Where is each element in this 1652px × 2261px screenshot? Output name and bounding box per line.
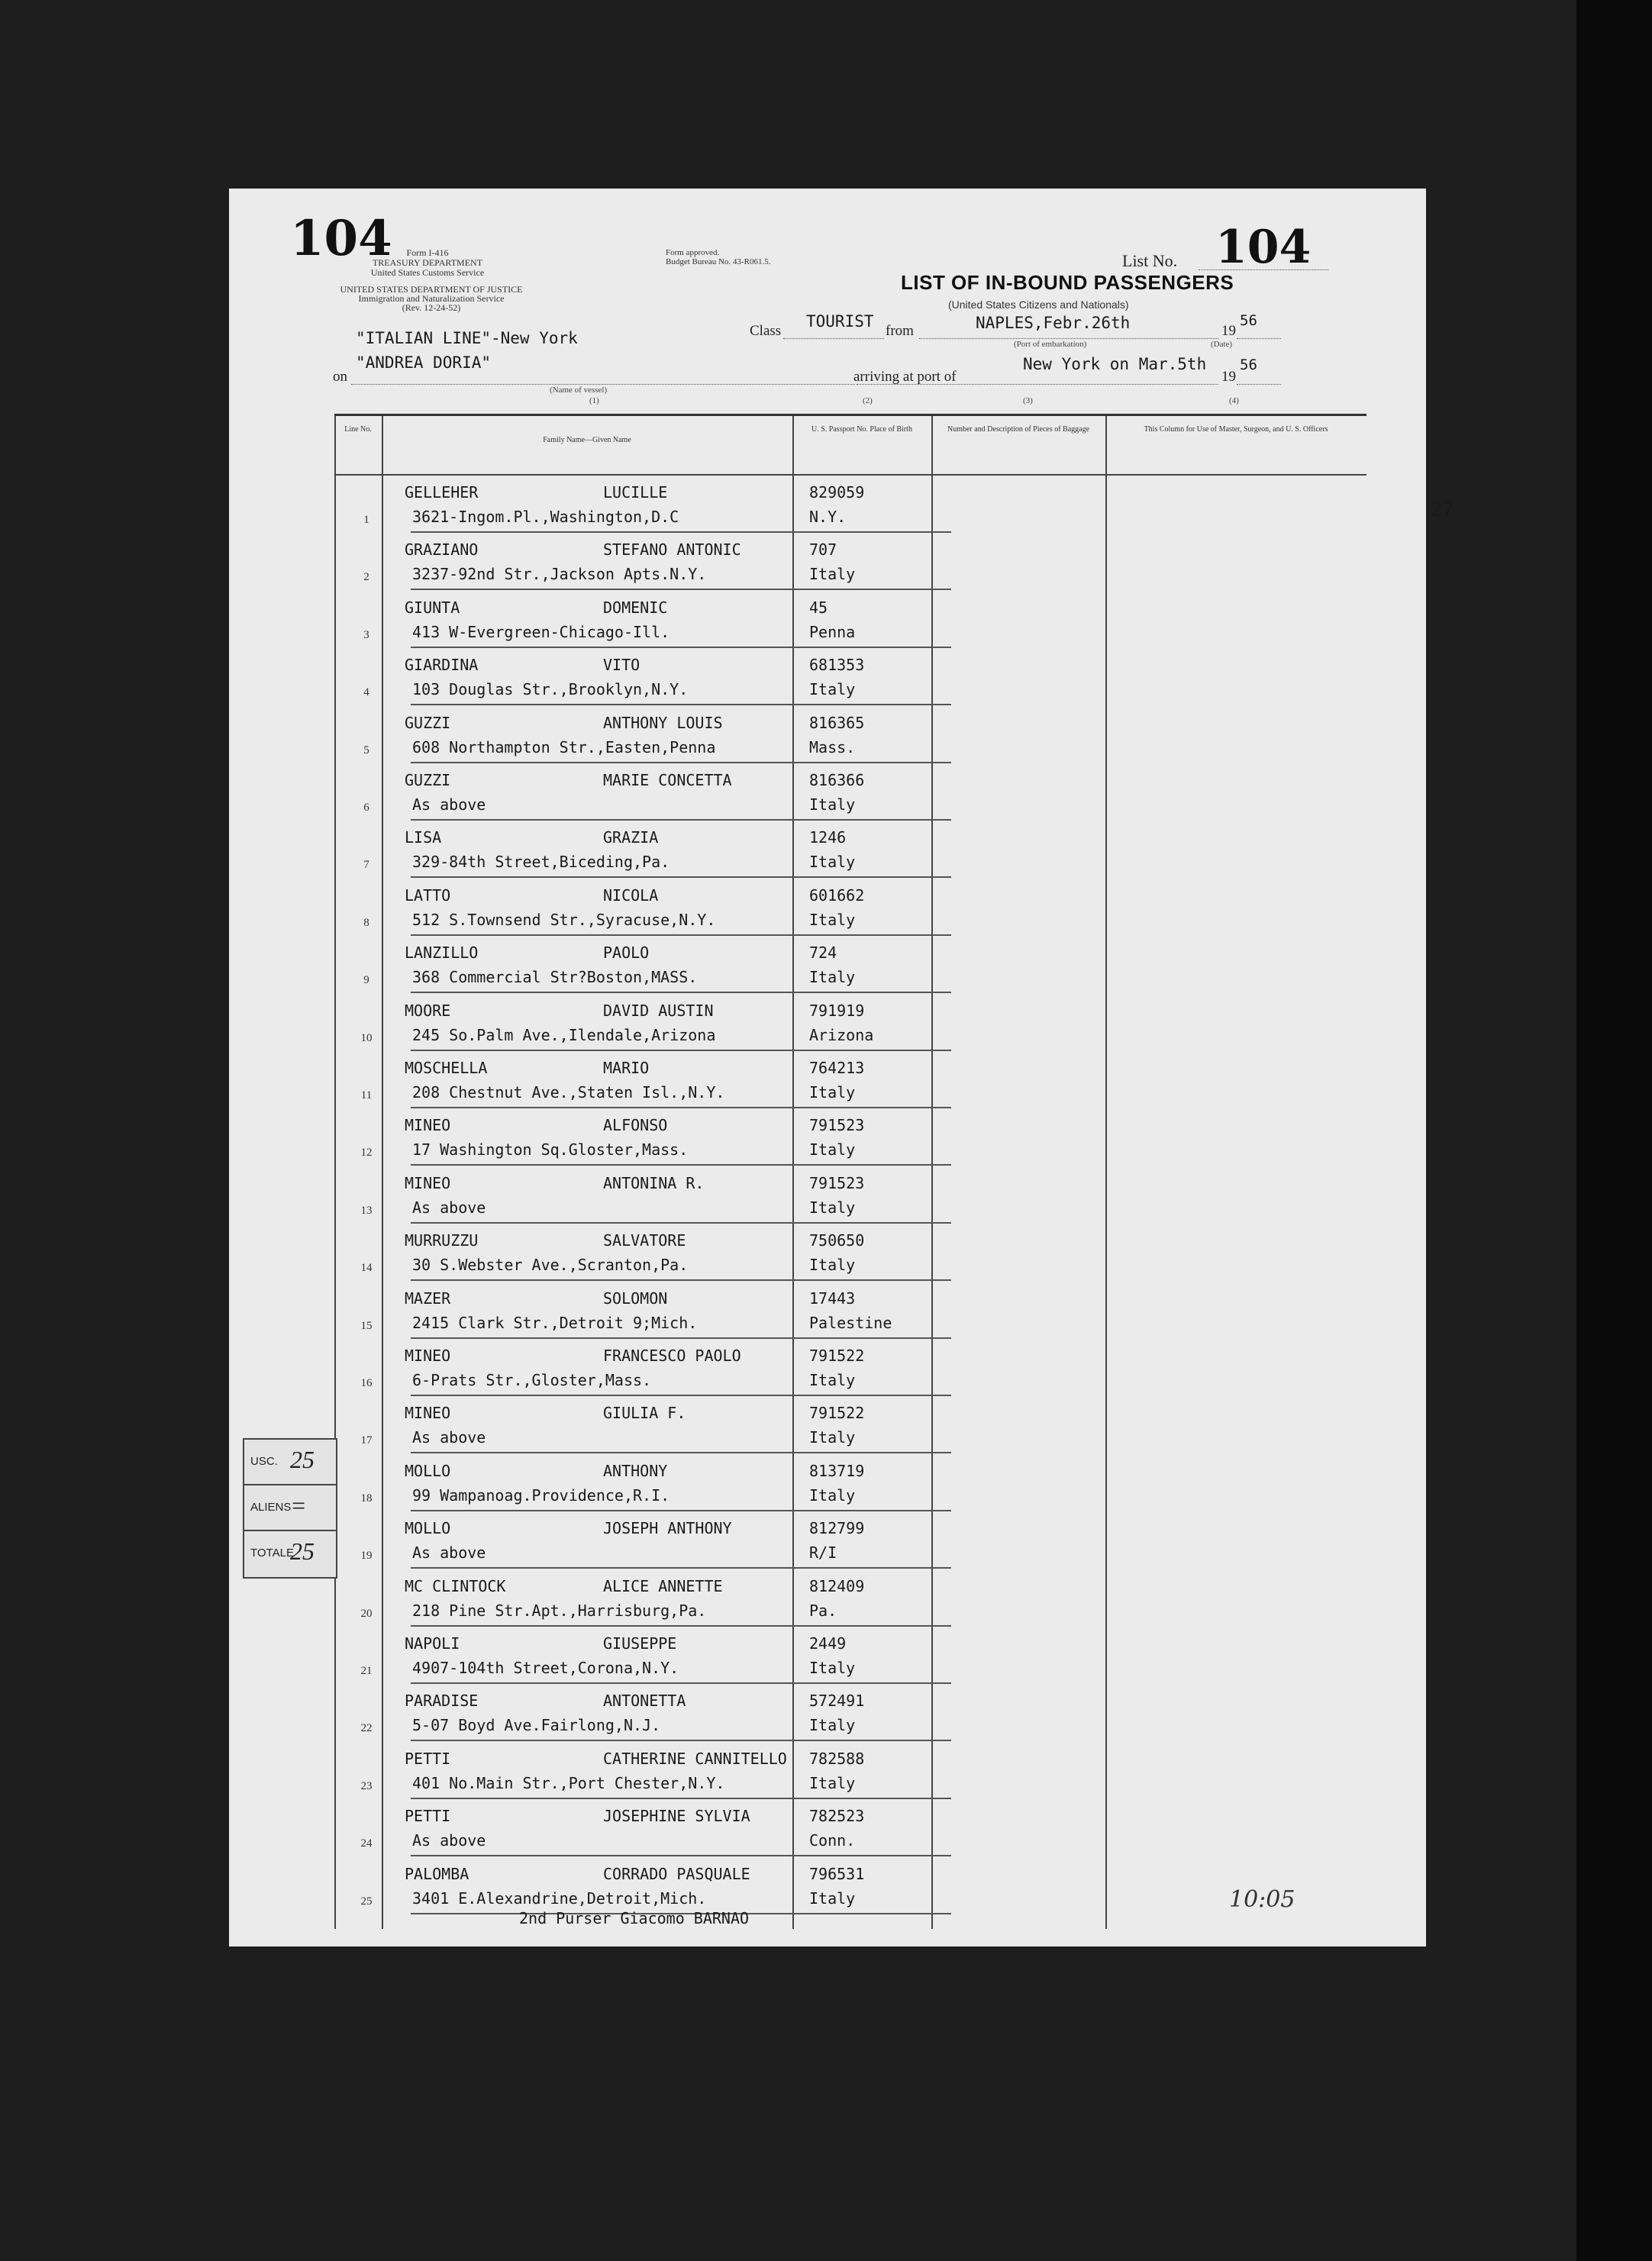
address: 608 Northampton Str.,Easten,Penna	[412, 737, 716, 756]
address: 3621-Ingom.Pl.,Washington,D.C	[412, 508, 679, 526]
tally-row-usc	[244, 1440, 336, 1485]
address: 512 S.Townsend Str.,Syracuse,N.Y.	[412, 910, 716, 929]
table-row	[334, 821, 1366, 878]
department-block	[328, 285, 534, 312]
passport-number: 707	[809, 540, 837, 560]
given-name: STEFANO ANTONIC	[603, 540, 741, 560]
class-value: TOURIST	[806, 312, 874, 331]
table-row	[334, 936, 1366, 993]
passenger-table	[334, 414, 1455, 1929]
form-id-block	[336, 248, 519, 278]
dotline	[919, 338, 1218, 339]
family-name: MURRUZZU	[405, 1231, 479, 1250]
address: 5-07 Boyd Ave.Fairlong,N.J.	[412, 1716, 661, 1735]
family-name: PARADISE	[405, 1692, 479, 1711]
birthplace: Arizona	[809, 1025, 874, 1044]
address: 208 Chestnut Ave.,Staten Isl.,N.Y.	[412, 1083, 725, 1101]
birthplace: Italy	[809, 1083, 856, 1101]
address: 413 W-Evergreen-Chicago-Ill.	[412, 622, 670, 641]
birthplace: Conn.	[809, 1831, 856, 1850]
passport-number: 812409	[809, 1576, 865, 1595]
given-name: SALVATORE	[603, 1231, 686, 1250]
birthplace: Italy	[809, 1485, 856, 1505]
address: 3401 E.Alexandrine,Detroit,Mich.	[412, 1888, 707, 1908]
budget-label: Budget Bureau No. 43-R061.5.	[666, 257, 771, 266]
line-number: 23	[360, 1779, 373, 1792]
line-number: 24	[360, 1837, 373, 1850]
address: 3237-92nd Str.,Jackson Apts.N.Y.	[412, 565, 707, 584]
table-row	[334, 1051, 1366, 1108]
family-name: MOORE	[405, 1001, 451, 1020]
family-name: MINEO	[405, 1173, 451, 1192]
given-name: MARIO	[603, 1059, 650, 1077]
given-name: ANTHONY	[603, 1461, 668, 1480]
family-name: GUZZI	[405, 771, 451, 789]
birthplace: Mass.	[809, 737, 856, 756]
family-name: GELLEHER	[405, 483, 479, 502]
arriving-label: arriving at port of	[853, 369, 957, 385]
page-subtitle: (United States Citizens and Nationals)	[948, 298, 1129, 311]
birthplace: Pa.	[809, 1601, 837, 1620]
col-header-line: Line No.	[344, 425, 372, 434]
line-number: 11	[360, 1089, 373, 1101]
table-row	[334, 1569, 1366, 1627]
passport-number: 601662	[809, 885, 865, 905]
form-number: Form I-416	[406, 247, 449, 258]
line-number: 19	[360, 1550, 373, 1563]
table-row	[334, 1857, 1366, 1914]
given-name: ALFONSO	[603, 1116, 668, 1135]
birthplace: Palestine	[809, 1313, 892, 1332]
given-name: GIULIA F.	[603, 1404, 686, 1423]
given-name: JOSEPH ANTHONY	[603, 1519, 732, 1538]
table-row	[334, 648, 1366, 705]
birthplace: Italy	[809, 795, 856, 814]
list-no-label: List No.	[1122, 251, 1178, 270]
family-name: MC CLINTOCK	[405, 1576, 506, 1595]
family-name: LANZILLO	[405, 943, 479, 963]
table-row	[334, 763, 1366, 821]
line-number: 4	[363, 686, 369, 699]
purser-signature: 2nd Purser Giacomo BARNAO	[519, 1909, 750, 1927]
arriving-value: New York on Mar.5th	[1023, 355, 1207, 373]
birthplace: Italy	[809, 1371, 856, 1389]
table-row	[334, 1396, 1366, 1453]
passport-number: 782588	[809, 1749, 865, 1768]
approval-block	[666, 248, 770, 266]
table-row	[334, 1108, 1366, 1166]
ins-label: Immigration and Naturalization Service	[358, 293, 505, 304]
family-name: PALOMBA	[405, 1864, 469, 1883]
officer-note: 27	[1431, 498, 1455, 521]
from-label: from	[886, 323, 914, 339]
table-row	[334, 1627, 1366, 1684]
family-name: GIARDINA	[405, 656, 479, 675]
vessel-caption: (Name of vessel)	[550, 385, 608, 395]
revision-label: (Rev. 12-24-52)	[402, 302, 461, 313]
line-number: 7	[363, 859, 369, 872]
tally-row-total	[244, 1531, 336, 1576]
birthplace: Italy	[809, 853, 856, 872]
aliens-label: ALIENS	[250, 1501, 292, 1514]
line-number: 10	[360, 1031, 373, 1044]
passport-number: 17443	[809, 1289, 856, 1308]
given-name: JOSEPHINE SYLVIA	[603, 1807, 750, 1826]
list-number: 104	[1215, 221, 1312, 274]
stamp-number: 104	[290, 210, 392, 267]
given-name: DOMENIC	[603, 598, 668, 617]
line-name: "ITALIAN LINE"-New York	[356, 329, 578, 347]
address: 401 No.Main Str.,Port Chester,N.Y.	[412, 1773, 725, 1792]
justice-label: UNITED STATES DEPARTMENT OF JUSTICE	[340, 284, 523, 295]
address: 2415 Clark Str.,Detroit 9;Mich.	[412, 1313, 698, 1332]
family-name: PETTI	[405, 1807, 451, 1826]
address: 6-Prats Str.,Gloster,Mass.	[412, 1371, 652, 1389]
year-2: 56	[1240, 356, 1257, 373]
tally-row-aliens	[244, 1485, 336, 1531]
total-value: 25	[290, 1537, 315, 1565]
col-num-1: (1)	[589, 396, 599, 405]
table-row	[334, 1282, 1366, 1339]
family-name: MINEO	[405, 1116, 451, 1135]
page-title: LIST OF IN-BOUND PASSENGERS	[901, 271, 1234, 294]
table-row	[334, 706, 1366, 763]
birthplace: Italy	[809, 1140, 856, 1160]
dotline	[351, 384, 855, 385]
line-number: 13	[360, 1204, 373, 1217]
dotline	[1237, 338, 1281, 339]
passport-number: 791523	[809, 1173, 865, 1192]
given-name: CATHERINE CANNITELLO	[603, 1749, 787, 1768]
class-label: Class	[750, 323, 782, 339]
given-name: LUCILLE	[603, 483, 668, 502]
handwritten-time: 10:05	[1229, 1886, 1295, 1913]
line-number: 1	[363, 514, 369, 526]
given-name: PAOLO	[603, 943, 650, 963]
col-header-passport: U. S. Passport No. Place of Birth	[811, 425, 912, 434]
col-num-3: (3)	[1023, 396, 1033, 405]
usc-value: 25	[290, 1446, 315, 1473]
line-number: 16	[360, 1377, 373, 1389]
passport-number: 813719	[809, 1461, 865, 1480]
address: 99 Wampanoag.Providence,R.I.	[412, 1485, 670, 1505]
address: 368 Commercial Str?Boston,MASS.	[412, 968, 698, 987]
passport-number: 829059	[809, 483, 865, 502]
table-row	[334, 533, 1366, 590]
passport-number: 791523	[809, 1116, 865, 1135]
given-name: ANTONETTA	[603, 1692, 686, 1711]
vessel-name: "ANDREA DORIA"	[356, 353, 492, 372]
table-row	[334, 1454, 1366, 1511]
birthplace: Italy	[809, 1659, 856, 1677]
birthplace: Italy	[809, 1888, 856, 1908]
table-row	[334, 994, 1366, 1051]
passport-number: 1246	[809, 828, 847, 847]
given-name: GIUSEPPE	[603, 1634, 677, 1653]
family-name: MOLLO	[405, 1519, 451, 1538]
family-name: MINEO	[405, 1404, 451, 1423]
year-1: 56	[1240, 312, 1257, 329]
family-name: LISA	[405, 828, 442, 847]
table-row	[334, 476, 1455, 533]
family-name: GUZZI	[405, 713, 451, 732]
family-name: MINEO	[405, 1347, 451, 1365]
address: As above	[412, 1543, 486, 1563]
line-number: 22	[360, 1722, 373, 1735]
total-label: TOTALE	[250, 1547, 294, 1559]
line-number: 25	[360, 1895, 373, 1908]
birthplace: R/I	[809, 1543, 837, 1563]
customs-label: United States Customs Service	[370, 267, 485, 278]
address: As above	[412, 1198, 486, 1217]
line-number: 9	[363, 974, 369, 987]
table-row	[334, 1742, 1366, 1799]
passport-number: 2449	[809, 1634, 847, 1653]
line-number: 3	[363, 628, 369, 641]
given-name: DAVID AUSTIN	[603, 1001, 714, 1020]
family-name: LATTO	[405, 885, 451, 905]
passport-number: 724	[809, 943, 837, 963]
given-name: CORRADO PASQUALE	[603, 1864, 750, 1883]
tally-box	[243, 1438, 337, 1579]
given-name: NICOLA	[603, 885, 659, 905]
col-num-4: (4)	[1229, 396, 1239, 405]
line-number: 12	[360, 1147, 373, 1160]
passport-number: 764213	[809, 1059, 865, 1077]
line-number: 5	[363, 743, 369, 756]
given-name: SOLOMON	[603, 1289, 668, 1308]
address: 103 Douglas Str.,Brooklyn,N.Y.	[412, 680, 689, 699]
table-row	[334, 1799, 1366, 1856]
birthplace: Italy	[809, 1428, 856, 1447]
passport-number: 812799	[809, 1519, 865, 1538]
address: 30 S.Webster Ave.,Scranton,Pa.	[412, 1256, 689, 1275]
passport-number: 816366	[809, 771, 865, 789]
address: 4907-104th Street,Corona,N.Y.	[412, 1659, 679, 1677]
address: 17 Washington Sq.Gloster,Mass.	[412, 1140, 689, 1160]
passport-number: 45	[809, 598, 828, 617]
line-number: 15	[360, 1319, 373, 1332]
passport-number: 791522	[809, 1347, 865, 1365]
usc-label: USC.	[250, 1455, 278, 1468]
given-name: ANTONINA R.	[603, 1173, 705, 1192]
from-value: NAPLES,Febr.26th	[976, 314, 1131, 332]
passport-number: 796531	[809, 1864, 865, 1883]
port-caption: (Port of embarkation)	[1014, 340, 1087, 349]
approved-label: Form approved.	[666, 248, 720, 257]
birthplace: Italy	[809, 680, 856, 699]
birthplace: Italy	[809, 910, 856, 929]
given-name: MARIE CONCETTA	[603, 771, 732, 789]
birthplace: N.Y.	[809, 508, 847, 526]
treasury-label: TREASURY DEPARTMENT	[372, 257, 483, 268]
family-name: NAPOLI	[405, 1634, 460, 1653]
line-number: 6	[363, 802, 369, 814]
address: 245 So.Palm Ave.,Ilendale,Arizona	[412, 1025, 716, 1044]
col-num-2: (2)	[863, 396, 873, 405]
dotline	[1237, 384, 1281, 385]
table-row	[334, 1166, 1366, 1224]
table-row	[334, 1339, 1366, 1396]
birthplace: Penna	[809, 622, 856, 641]
birthplace: Italy	[809, 1773, 856, 1792]
line-number: 14	[360, 1262, 373, 1275]
given-name: FRANCESCO PAOLO	[603, 1347, 741, 1365]
col-header-baggage: Number and Description of Pieces of Baggage	[947, 425, 1090, 434]
line-number: 8	[363, 916, 369, 929]
given-name: VITO	[603, 656, 640, 675]
address: As above	[412, 1428, 486, 1447]
passport-number: 572491	[809, 1692, 865, 1711]
passport-number: 750650	[809, 1231, 865, 1250]
given-name: ANTHONY LOUIS	[603, 713, 723, 732]
dotline	[857, 384, 1218, 385]
passport-number: 782523	[809, 1807, 865, 1826]
table-row	[334, 879, 1366, 936]
table-row	[334, 1224, 1366, 1281]
line-number: 2	[363, 571, 369, 584]
family-name: GRAZIANO	[405, 540, 479, 560]
passport-number: 791522	[809, 1404, 865, 1423]
address: 218 Pine Str.Apt.,Harrisburg,Pa.	[412, 1601, 707, 1620]
address: 329-84th Street,Biceding,Pa.	[412, 853, 670, 872]
given-name: GRAZIA	[603, 828, 659, 847]
family-name: MOSCHELLA	[405, 1059, 488, 1077]
date-caption: (Date)	[1211, 340, 1233, 349]
table-row	[334, 591, 1366, 648]
dark-margin	[1576, 0, 1652, 2261]
birthplace: Italy	[809, 1198, 856, 1217]
table-row	[334, 1511, 1366, 1569]
birthplace: Italy	[809, 1716, 856, 1735]
passport-number: 791919	[809, 1001, 865, 1020]
family-name: MAZER	[405, 1289, 451, 1308]
given-name: ALICE ANNETTE	[603, 1576, 723, 1595]
on-label: on	[333, 369, 347, 385]
line-number: 17	[360, 1434, 373, 1447]
aliens-value: =	[290, 1492, 307, 1519]
dotline	[783, 338, 884, 339]
passport-number: 816365	[809, 713, 865, 732]
passport-number: 681353	[809, 656, 865, 675]
line-number: 21	[360, 1665, 373, 1677]
birthplace: Italy	[809, 968, 856, 987]
year-prefix: 19	[1221, 369, 1236, 385]
birthplace: Italy	[809, 565, 856, 584]
family-name: MOLLO	[405, 1461, 451, 1480]
family-name: GIUNTA	[405, 598, 460, 617]
line-number: 20	[360, 1607, 373, 1620]
table-row	[334, 1684, 1366, 1741]
family-name: PETTI	[405, 1749, 451, 1768]
col-header-officers: This Column for Use of Master, Surgeon, and U. S. Officers	[1144, 425, 1328, 434]
year-prefix: 19	[1221, 323, 1236, 339]
birthplace: Italy	[809, 1256, 856, 1275]
col-header-name: Family Name—Given Name	[543, 436, 631, 444]
line-number: 18	[360, 1492, 373, 1505]
address: As above	[412, 795, 486, 814]
manifest-sheet	[229, 189, 1455, 1947]
address: As above	[412, 1831, 486, 1850]
